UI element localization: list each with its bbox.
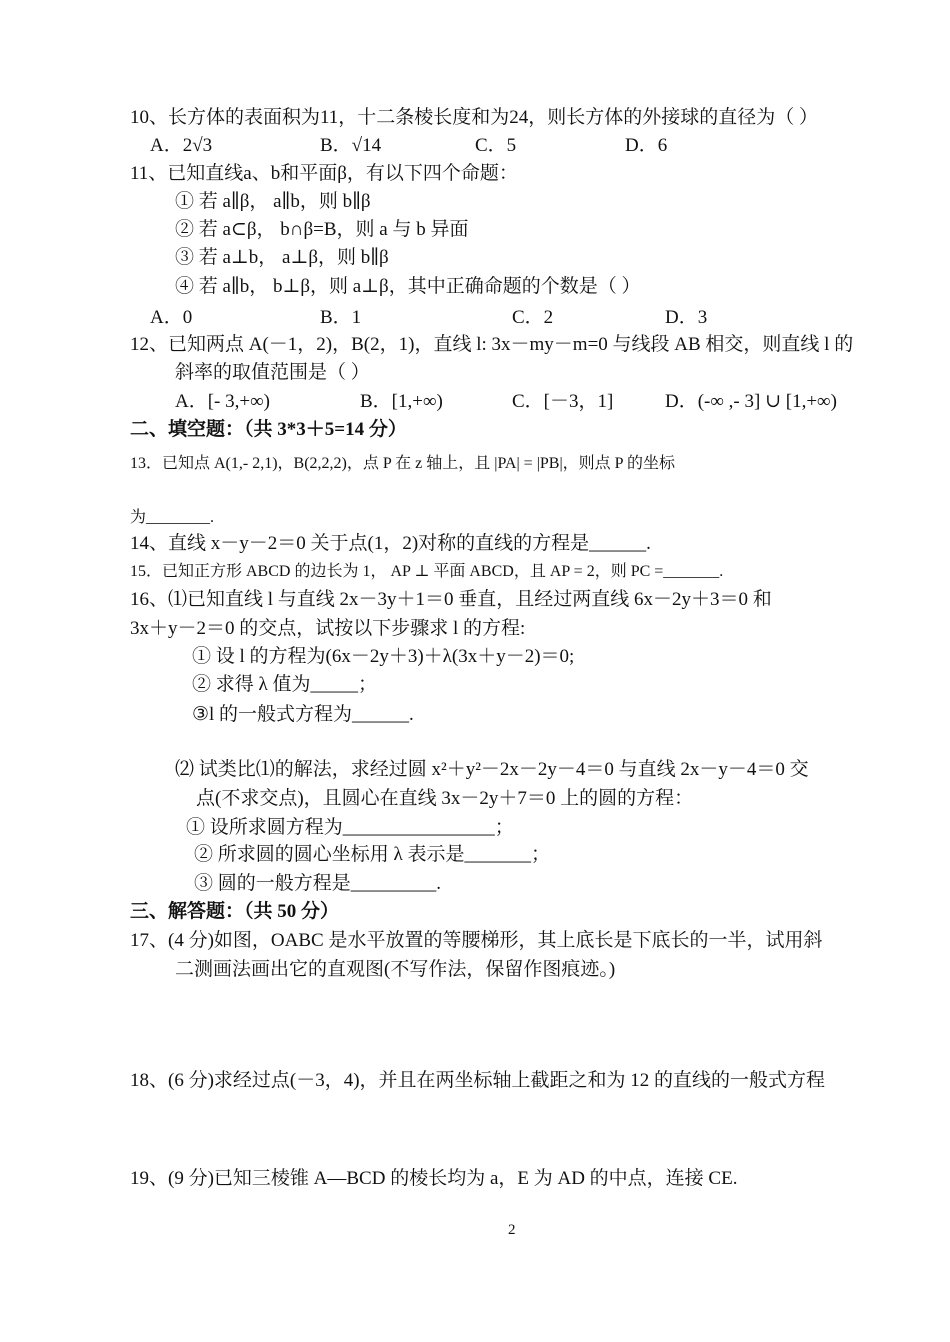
q17-line-1: 17、(4 分)如图，OABC 是水平放置的等腰梯形，其上底长是下底长的一半，试用斜 [130,930,823,951]
q11-option-c: C．2 [512,307,554,328]
q11-option-d: D．3 [665,307,708,328]
q16-line-1: 16、⑴已知直线 l 与直线 2x－3y＋1＝0 垂直，且经过两直线 6x－2y＋3＝0 和 [130,589,772,610]
q16-part2-step-3: ③ 圆的一般方程是_________. [194,873,442,894]
q16-part2-line-1: ⑵ 试类比⑴的解法，求经过圆 x²＋y²－2x－2y－4＝0 与直线 2x－y－4＝0 交 [175,759,809,780]
section-3-heading: 三、解答题：（共 50 分） [130,901,340,922]
q10-option-d: D．6 [625,135,668,156]
section-2-heading: 二、填空题：（共 3*3＋5=14 分） [130,419,407,440]
q11-item-1: ① 若 a∥β， a∥b，则 b∥β [175,191,371,212]
q13-line-2: 为________. [130,509,215,526]
q11-item-2: ② 若 a⊂β， b∩β=B，则 a 与 b 异面 [175,219,469,240]
q16-step-1: ① 设 l 的方程为(6x－2y＋3)＋λ(3x＋y－2)＝0; [192,646,575,667]
q11-stem: 11、已知直线a、b和平面β，有以下四个命题： [130,163,518,184]
q12-option-b: B．[1,+∞) [360,391,443,412]
page-number: 2 [508,1222,516,1238]
q16-step-2: ② 求得 λ 值为_____； [192,674,377,695]
q12-option-a: A．[- 3,+∞) [175,391,270,412]
q19: 19、(9 分)已知三棱锥 A—BCD 的棱长均为 a，E 为 AD 的中点，连接 CE. [130,1168,738,1189]
q12-stem: 12、已知两点 A(－1，2)，B(2，1)，直线 l: 3x－my－m=0 与线段 AB 相交，则直线 l 的 [130,334,854,355]
q16-step-3: ③l 的一般式方程为______. [192,704,414,725]
q12-option-d: D．(-∞ ,- 3] ∪ [1,+∞) [665,391,837,412]
q10-stem: 10、长方体的表面积为11，十二条棱长度和为24，则长方体的外接球的直径为（ ） [130,107,819,128]
q12-option-c: C．[－3，1] [512,391,614,412]
q12-stem-cont: 斜率的取值范围是（ ） [175,362,370,383]
q18: 18、(6 分)求经过点(－3，4)，并且在两坐标轴上截距之和为 12 的直线的一般式方程 [130,1070,826,1091]
q10-option-c: C．5 [475,135,517,156]
q11-item-3: ③ 若 a⊥b， a⊥β，则 b∥β [175,247,389,268]
q14: 14、直线 x－y－2＝0 关于点(1，2)对称的直线的方程是______. [130,533,651,554]
q11-option-b: B．1 [320,307,362,328]
q10-option-b: B．√14 [320,135,382,156]
q16-part2-line-2: 点(不求交点)，且圆心在直线 3x－2y＋7＝0 上的圆的方程： [196,788,694,809]
q13-line-1: 13．已知点 A(1,- 2,1)，B(2,2,2)，点 P 在 z 轴上，且 |PA| = |PB|，则点 P 的坐标 [130,455,675,472]
q16-part2-step-1: ① 设所求圆方程为________________； [186,817,514,838]
q16-part2-step-2: ② 所求圆的圆心坐标用 λ 表示是_______； [194,844,550,865]
q10-option-a: A．2√3 [150,135,213,156]
q16-line-2: 3x＋y－2＝0 的交点，试按以下步骤求 l 的方程: [130,618,526,639]
q17-line-2: 二测画法画出它的直观图(不写作法，保留作图痕迹。) [175,959,616,980]
q11-option-a: A．0 [150,307,193,328]
q15: 15．已知正方形 ABCD 的边长为 1， AP ⊥ 平面 ABCD，且 AP = 2，则 PC =_______. [130,563,724,580]
q11-item-4: ④ 若 a∥b， b⊥β，则 a⊥β，其中正确命题的个数是（ ） [175,276,641,297]
